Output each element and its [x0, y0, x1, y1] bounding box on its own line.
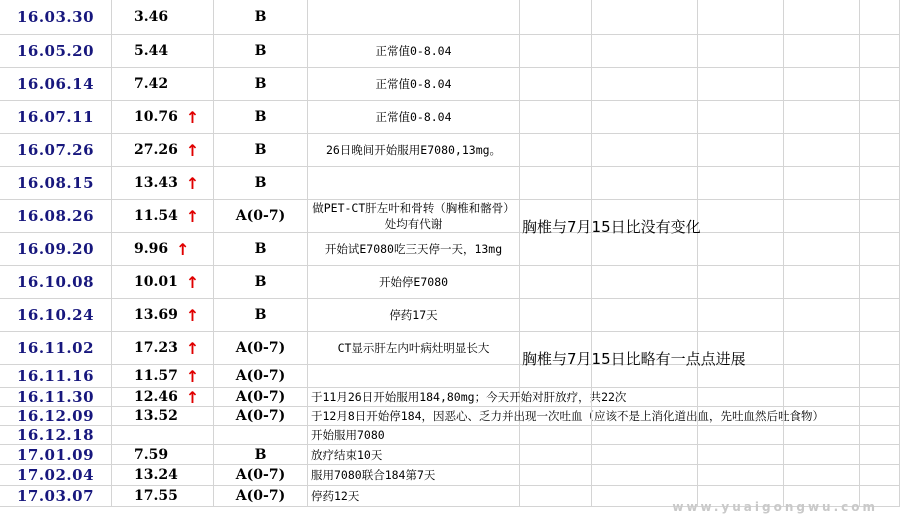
cell-date[interactable]: 16.03.30 [0, 0, 112, 35]
cell-empty[interactable] [784, 388, 860, 407]
cell-grade[interactable]: A(0-7) [214, 388, 308, 407]
cell-empty[interactable] [784, 407, 860, 426]
cell-empty[interactable] [784, 299, 860, 332]
up-arrow-icon: ↑ [185, 272, 200, 292]
cell-empty[interactable] [784, 167, 860, 200]
cell-value[interactable] [112, 266, 214, 299]
cell-empty[interactable] [520, 388, 592, 407]
cell-grade[interactable]: A(0-7) [214, 465, 308, 486]
cell-date[interactable]: 16.08.15 [0, 167, 112, 200]
cell-date[interactable]: 16.08.26 [0, 200, 112, 233]
cell-empty[interactable] [592, 134, 698, 167]
value-text: 13.24 [134, 467, 178, 483]
cell-empty[interactable] [860, 388, 900, 407]
table-row [0, 445, 900, 465]
cell-empty[interactable] [698, 407, 784, 426]
cell-note[interactable]: 于11月26日开始服用184,80mg；今天开始对肝放疗，共22次 [308, 388, 520, 407]
cell-empty[interactable] [860, 200, 900, 233]
cell-empty[interactable] [520, 299, 592, 332]
up-arrow-icon: ↑ [185, 366, 200, 386]
cell-note[interactable]: 正常值0-8.04 [308, 68, 520, 101]
cell-date[interactable]: 17.03.07 [0, 486, 112, 507]
cell-empty[interactable] [860, 101, 900, 134]
cell-grade[interactable]: A(0-7) [214, 200, 308, 233]
table-row [0, 332, 900, 365]
table-row [0, 365, 900, 388]
cell-empty[interactable] [784, 233, 860, 266]
table-row [0, 134, 900, 167]
cell-note[interactable]: 开始试E7080吃三天停一天，13mg [308, 233, 520, 266]
value-text: 9.96 [134, 241, 169, 257]
cell-empty[interactable] [860, 445, 900, 465]
cell-empty[interactable] [784, 465, 860, 486]
value-text: 13.43 [134, 175, 178, 191]
cell-empty[interactable] [860, 465, 900, 486]
cell-value[interactable] [112, 200, 214, 233]
up-arrow-icon: ↑ [185, 173, 200, 193]
cell-empty[interactable] [520, 486, 592, 507]
cell-empty[interactable] [592, 465, 698, 486]
table-row [0, 0, 900, 35]
table-row [0, 68, 900, 101]
cell-empty[interactable] [698, 0, 784, 35]
cell-empty[interactable] [860, 134, 900, 167]
cell-value[interactable] [112, 332, 214, 365]
cell-empty[interactable] [592, 266, 698, 299]
cell-grade[interactable]: A(0-7) [214, 407, 308, 426]
cell-empty[interactable] [592, 167, 698, 200]
cell-note[interactable]: 做PET-CT肝左叶和骨转（胸椎和髂骨）处均有代谢 [308, 200, 520, 233]
cell-empty[interactable] [860, 299, 900, 332]
cell-empty[interactable] [860, 35, 900, 68]
cell-empty[interactable] [592, 0, 698, 35]
cell-empty[interactable] [698, 68, 784, 101]
cell-empty[interactable] [592, 445, 698, 465]
cell-empty[interactable] [698, 465, 784, 486]
cell-date[interactable]: 16.12.18 [0, 426, 112, 445]
cell-date[interactable]: 16.11.30 [0, 388, 112, 407]
cell-value[interactable] [112, 299, 214, 332]
side-note-thoracic-progress: 胸椎与7月15日比略有一点点进展 [522, 350, 746, 368]
cell-grade[interactable]: B [214, 68, 308, 101]
value-text: 11.54 [134, 208, 178, 224]
cell-date[interactable]: 17.01.09 [0, 445, 112, 465]
cell-empty[interactable] [860, 365, 900, 388]
cell-value[interactable] [112, 35, 214, 68]
cell-grade[interactable]: B [214, 233, 308, 266]
cell-grade[interactable]: B [214, 101, 308, 134]
cell-empty[interactable] [860, 407, 900, 426]
cell-note[interactable]: 放疗结束10天 [308, 445, 520, 465]
cell-date[interactable]: 16.10.24 [0, 299, 112, 332]
cell-empty[interactable] [520, 35, 592, 68]
cell-empty[interactable] [698, 134, 784, 167]
cell-note[interactable]: 开始服用7080 [308, 426, 520, 445]
cell-value[interactable] [112, 388, 214, 407]
cell-empty[interactable] [520, 101, 592, 134]
cell-grade[interactable]: B [214, 35, 308, 68]
cell-empty[interactable] [520, 68, 592, 101]
cell-empty[interactable] [520, 426, 592, 445]
cell-empty[interactable] [592, 299, 698, 332]
cell-empty[interactable] [698, 388, 784, 407]
cell-note[interactable]: 于12月8日开始停184，因恶心、乏力并出现一次吐血（应该不是上消化道出血，先吐血然后吐食物） [308, 407, 520, 426]
cell-note[interactable]: 服用7080联合184第7天 [308, 465, 520, 486]
cell-note[interactable]: 停药12天 [308, 486, 520, 507]
value-text: 10.76 [134, 109, 178, 125]
cell-note[interactable]: CT显示肝左内叶病灶明显长大 [308, 332, 520, 365]
cell-value[interactable] [112, 445, 214, 465]
cell-value[interactable] [112, 167, 214, 200]
cell-empty[interactable] [860, 68, 900, 101]
value-text: 12.46 [134, 389, 178, 405]
cell-value[interactable] [112, 101, 214, 134]
table-row [0, 388, 900, 407]
cell-grade[interactable]: B [214, 167, 308, 200]
value-text: 7.59 [134, 446, 169, 463]
cell-empty[interactable] [592, 35, 698, 68]
cell-empty[interactable] [784, 200, 860, 233]
table-row [0, 35, 900, 68]
cell-note[interactable]: 正常值0-8.04 [308, 35, 520, 68]
value-text: 13.52 [134, 408, 178, 424]
value-text: 13.69 [134, 307, 178, 323]
value-text: 5.44 [134, 43, 169, 59]
cell-date[interactable]: 16.07.11 [0, 101, 112, 134]
cell-value[interactable] [112, 365, 214, 388]
cell-empty[interactable] [784, 0, 860, 35]
value-text: 27.26 [134, 142, 178, 158]
cell-grade[interactable]: A(0-7) [214, 365, 308, 388]
cell-empty[interactable] [698, 266, 784, 299]
cell-empty[interactable] [698, 101, 784, 134]
cell-value[interactable] [112, 233, 214, 266]
up-arrow-icon: ↑ [185, 206, 200, 226]
cell-note[interactable]: 开始停E7080 [308, 266, 520, 299]
cell-date[interactable]: 16.07.26 [0, 134, 112, 167]
value-text: 7.42 [134, 76, 169, 92]
value-text: 3.46 [134, 9, 169, 25]
value-text: 11.57 [134, 368, 178, 384]
cell-empty[interactable] [520, 233, 592, 266]
cell-value[interactable] [112, 426, 214, 445]
cell-empty[interactable] [860, 426, 900, 445]
cell-empty[interactable] [698, 167, 784, 200]
cell-empty[interactable] [520, 167, 592, 200]
cell-empty[interactable] [592, 68, 698, 101]
value-text: 17.55 [134, 488, 178, 504]
cell-grade[interactable]: B [214, 266, 308, 299]
cell-empty[interactable] [784, 426, 860, 445]
cell-empty[interactable] [784, 101, 860, 134]
cell-empty[interactable] [698, 233, 784, 266]
cell-note[interactable]: 26日晚间开始服用E7080,13mg。 [308, 134, 520, 167]
cell-value[interactable] [112, 68, 214, 101]
cell-note[interactable]: 正常值0-8.04 [308, 101, 520, 134]
up-arrow-icon: ↑ [185, 305, 200, 325]
value-text: 10.01 [134, 274, 178, 290]
cell-date[interactable]: 16.12.09 [0, 407, 112, 426]
value-text: 17.23 [134, 340, 178, 356]
cell-empty[interactable] [860, 167, 900, 200]
table-row [0, 299, 900, 332]
cell-empty[interactable] [784, 68, 860, 101]
cell-grade[interactable]: B [214, 0, 308, 35]
table-row [0, 233, 900, 266]
cell-empty[interactable] [860, 266, 900, 299]
cell-empty[interactable] [784, 266, 860, 299]
cell-grade[interactable]: B [214, 445, 308, 465]
cell-date[interactable]: 16.09.20 [0, 233, 112, 266]
cell-empty[interactable] [698, 200, 784, 233]
cell-value[interactable] [112, 134, 214, 167]
table-row [0, 200, 900, 233]
cell-empty[interactable] [784, 365, 860, 388]
cell-empty[interactable] [520, 0, 592, 35]
cell-empty[interactable] [592, 388, 698, 407]
up-arrow-icon: ↑ [185, 387, 200, 407]
table-row [0, 101, 900, 134]
side-note-thoracic-no-change: 胸椎与7月15日比没有变化 [522, 218, 701, 236]
table-row [0, 465, 900, 486]
up-arrow-icon: ↑ [185, 107, 200, 127]
up-arrow-icon: ↑ [176, 239, 190, 259]
up-arrow-icon: ↑ [185, 140, 200, 160]
cell-empty[interactable] [592, 407, 698, 426]
cell-date[interactable]: 16.10.08 [0, 266, 112, 299]
cell-empty[interactable] [784, 332, 860, 365]
cell-date[interactable]: 16.11.02 [0, 332, 112, 365]
cell-grade[interactable] [214, 426, 308, 445]
cell-date[interactable]: 16.05.20 [0, 35, 112, 68]
cell-empty[interactable] [784, 134, 860, 167]
cell-date[interactable]: 16.11.16 [0, 365, 112, 388]
cell-empty[interactable] [860, 332, 900, 365]
cell-grade[interactable]: A(0-7) [214, 332, 308, 365]
table-row [0, 266, 900, 299]
cell-empty[interactable] [860, 0, 900, 35]
cell-date[interactable]: 16.06.14 [0, 68, 112, 101]
cell-empty[interactable] [784, 35, 860, 68]
table-row [0, 426, 900, 445]
cell-empty[interactable] [698, 299, 784, 332]
cell-empty[interactable] [860, 233, 900, 266]
cell-grade[interactable]: B [214, 134, 308, 167]
cell-empty[interactable] [520, 266, 592, 299]
cell-note[interactable] [308, 0, 520, 35]
cell-empty[interactable] [784, 445, 860, 465]
cell-empty[interactable] [592, 233, 698, 266]
cell-empty[interactable] [592, 101, 698, 134]
watermark: www.yuaigongwu.com [672, 500, 878, 514]
cell-empty[interactable] [698, 426, 784, 445]
cell-value[interactable] [112, 407, 214, 426]
cell-empty[interactable] [520, 445, 592, 465]
cell-value[interactable] [112, 465, 214, 486]
cell-empty[interactable] [698, 445, 784, 465]
cell-empty[interactable] [592, 426, 698, 445]
cell-note[interactable]: 停药17天 [308, 299, 520, 332]
cell-empty[interactable] [520, 465, 592, 486]
cell-empty[interactable] [520, 407, 592, 426]
cell-value[interactable] [112, 0, 214, 35]
cell-note[interactable] [308, 365, 520, 388]
cell-value[interactable] [112, 486, 214, 507]
cell-empty[interactable] [698, 35, 784, 68]
table-row [0, 167, 900, 200]
cell-grade[interactable]: A(0-7) [214, 486, 308, 507]
cell-empty[interactable] [520, 134, 592, 167]
up-arrow-icon: ↑ [185, 338, 200, 358]
table-row [0, 407, 900, 426]
cell-date[interactable]: 17.02.04 [0, 465, 112, 486]
cell-grade[interactable]: B [214, 299, 308, 332]
cell-note[interactable] [308, 167, 520, 200]
